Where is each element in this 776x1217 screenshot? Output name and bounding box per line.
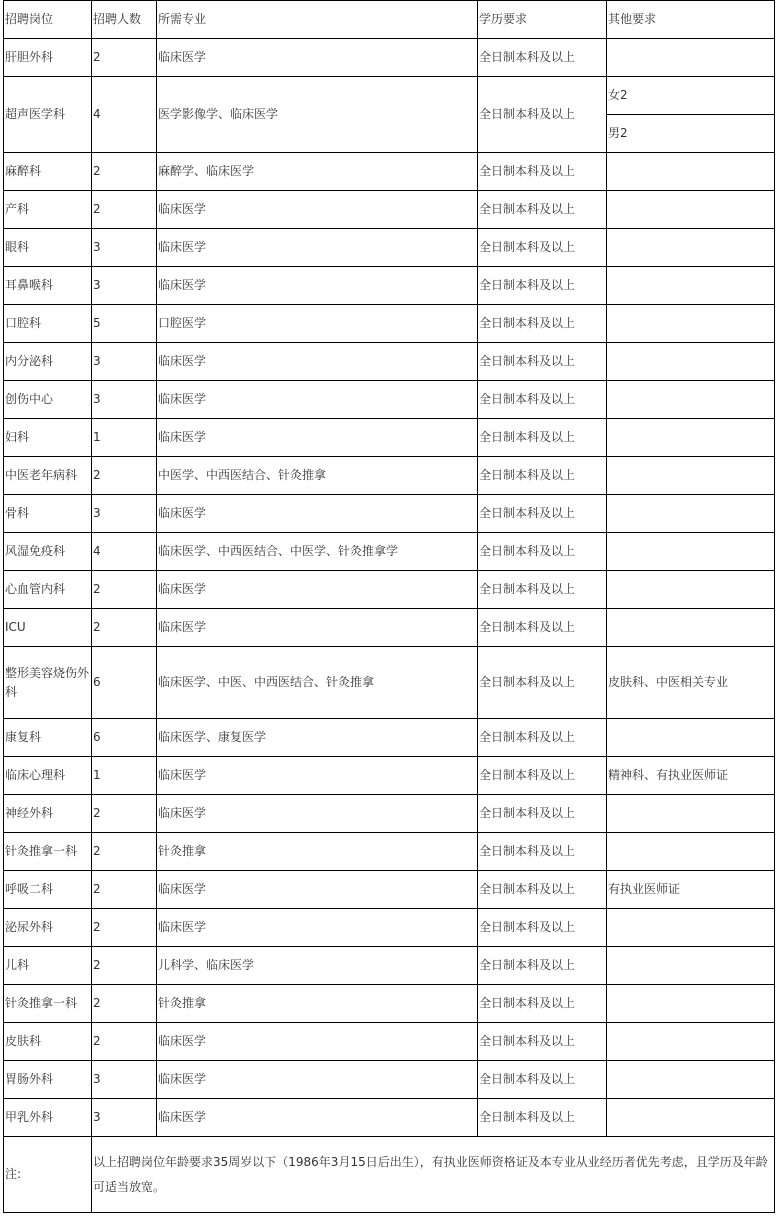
education-cell: 全日制本科及以上 bbox=[478, 757, 607, 795]
count-cell: 3 bbox=[92, 381, 157, 419]
education-cell: 全日制本科及以上 bbox=[478, 833, 607, 871]
other-cell: 女2 bbox=[607, 77, 775, 115]
major-cell: 临床医学 bbox=[157, 1099, 478, 1137]
major-cell: 临床医学、中医、中西医结合、针灸推拿 bbox=[157, 647, 478, 719]
education-cell: 全日制本科及以上 bbox=[478, 719, 607, 757]
header-post: 招聘岗位 bbox=[4, 1, 92, 39]
education-cell: 全日制本科及以上 bbox=[478, 609, 607, 647]
education-cell: 全日制本科及以上 bbox=[478, 1023, 607, 1061]
other-cell bbox=[607, 495, 775, 533]
education-cell: 全日制本科及以上 bbox=[478, 457, 607, 495]
other-cell bbox=[607, 457, 775, 495]
count-cell: 4 bbox=[92, 533, 157, 571]
education-cell: 全日制本科及以上 bbox=[478, 153, 607, 191]
count-cell: 6 bbox=[92, 647, 157, 719]
other-cell bbox=[607, 343, 775, 381]
other-cell bbox=[607, 39, 775, 77]
post-cell: 针灸推拿一科 bbox=[4, 985, 92, 1023]
major-cell: 临床医学 bbox=[157, 267, 478, 305]
table-row bbox=[4, 77, 775, 115]
other-cell bbox=[607, 795, 775, 833]
table-row bbox=[4, 909, 775, 947]
education-cell: 全日制本科及以上 bbox=[478, 343, 607, 381]
count-cell: 2 bbox=[92, 153, 157, 191]
education-cell: 全日制本科及以上 bbox=[478, 909, 607, 947]
other-cell bbox=[607, 833, 775, 871]
major-cell: 临床医学 bbox=[157, 795, 478, 833]
post-cell: 神经外科 bbox=[4, 795, 92, 833]
table-row bbox=[4, 457, 775, 495]
other-cell bbox=[607, 947, 775, 985]
post-cell: 儿科 bbox=[4, 947, 92, 985]
major-cell: 临床医学 bbox=[157, 419, 478, 457]
major-cell: 儿科学、临床医学 bbox=[157, 947, 478, 985]
education-cell: 全日制本科及以上 bbox=[478, 1061, 607, 1099]
table-row bbox=[4, 533, 775, 571]
other-cell bbox=[607, 571, 775, 609]
other-cell bbox=[607, 229, 775, 267]
header-education: 学历要求 bbox=[478, 1, 607, 39]
table-row bbox=[4, 343, 775, 381]
table-row bbox=[4, 647, 775, 719]
header-other: 其他要求 bbox=[607, 1, 775, 39]
count-cell: 2 bbox=[92, 909, 157, 947]
table-row bbox=[4, 719, 775, 757]
major-cell: 中医学、中西医结合、针灸推拿 bbox=[157, 457, 478, 495]
table-row bbox=[4, 795, 775, 833]
major-cell: 临床医学 bbox=[157, 871, 478, 909]
education-cell: 全日制本科及以上 bbox=[478, 985, 607, 1023]
count-cell: 2 bbox=[92, 1023, 157, 1061]
major-cell: 临床医学 bbox=[157, 381, 478, 419]
post-cell: 心血管内科 bbox=[4, 571, 92, 609]
other-cell bbox=[607, 305, 775, 343]
major-cell: 麻醉学、临床医学 bbox=[157, 153, 478, 191]
table-row bbox=[4, 833, 775, 871]
count-cell: 6 bbox=[92, 719, 157, 757]
other-cell bbox=[607, 1099, 775, 1137]
major-cell: 临床医学 bbox=[157, 1061, 478, 1099]
table-row bbox=[4, 191, 775, 229]
education-cell: 全日制本科及以上 bbox=[478, 647, 607, 719]
other-cell: 皮肤科、中医相关专业 bbox=[607, 647, 775, 719]
major-cell: 临床医学 bbox=[157, 39, 478, 77]
education-cell: 全日制本科及以上 bbox=[478, 39, 607, 77]
table-row bbox=[4, 571, 775, 609]
major-cell: 针灸推拿 bbox=[157, 985, 478, 1023]
table-row bbox=[4, 153, 775, 191]
other-cell bbox=[607, 533, 775, 571]
note-label: 注: bbox=[4, 1137, 92, 1213]
education-cell: 全日制本科及以上 bbox=[478, 77, 607, 153]
major-cell: 口腔医学 bbox=[157, 305, 478, 343]
other-cell bbox=[607, 1023, 775, 1061]
post-cell: 呼吸二科 bbox=[4, 871, 92, 909]
education-cell: 全日制本科及以上 bbox=[478, 533, 607, 571]
other-cell bbox=[607, 381, 775, 419]
post-cell: 产科 bbox=[4, 191, 92, 229]
post-cell: 创伤中心 bbox=[4, 381, 92, 419]
major-cell: 临床医学 bbox=[157, 229, 478, 267]
other-cell bbox=[607, 419, 775, 457]
count-cell: 3 bbox=[92, 343, 157, 381]
header-major: 所需专业 bbox=[157, 1, 478, 39]
other-cell: 男2 bbox=[607, 115, 775, 153]
other-cell bbox=[607, 267, 775, 305]
post-cell: 妇科 bbox=[4, 419, 92, 457]
count-cell: 2 bbox=[92, 609, 157, 647]
post-cell: 甲乳外科 bbox=[4, 1099, 92, 1137]
table-row bbox=[4, 39, 775, 77]
post-cell: ICU bbox=[4, 609, 92, 647]
other-cell bbox=[607, 153, 775, 191]
table-row bbox=[4, 871, 775, 909]
major-cell: 针灸推拿 bbox=[157, 833, 478, 871]
table-row bbox=[4, 985, 775, 1023]
other-cell bbox=[607, 609, 775, 647]
post-cell: 内分泌科 bbox=[4, 343, 92, 381]
major-cell: 临床医学、康复医学 bbox=[157, 719, 478, 757]
other-cell bbox=[607, 719, 775, 757]
education-cell: 全日制本科及以上 bbox=[478, 267, 607, 305]
count-cell: 3 bbox=[92, 267, 157, 305]
post-cell: 超声医学科 bbox=[4, 77, 92, 153]
count-cell: 4 bbox=[92, 77, 157, 153]
other-cell bbox=[607, 191, 775, 229]
recruitment-table bbox=[3, 0, 775, 1213]
major-cell: 临床医学 bbox=[157, 495, 478, 533]
other-cell bbox=[607, 985, 775, 1023]
count-cell: 2 bbox=[92, 985, 157, 1023]
table-row bbox=[4, 267, 775, 305]
post-cell: 皮肤科 bbox=[4, 1023, 92, 1061]
education-cell: 全日制本科及以上 bbox=[478, 947, 607, 985]
header-row bbox=[4, 1, 775, 39]
header-count: 招聘人数 bbox=[92, 1, 157, 39]
count-cell: 5 bbox=[92, 305, 157, 343]
post-cell: 针灸推拿一科 bbox=[4, 833, 92, 871]
other-cell: 精神科、有执业医师证 bbox=[607, 757, 775, 795]
table-row bbox=[4, 1023, 775, 1061]
post-cell: 泌尿外科 bbox=[4, 909, 92, 947]
post-cell: 肝胆外科 bbox=[4, 39, 92, 77]
major-cell: 临床医学 bbox=[157, 571, 478, 609]
count-cell: 2 bbox=[92, 457, 157, 495]
count-cell: 2 bbox=[92, 795, 157, 833]
major-cell: 临床医学、中西医结合、中医学、针灸推拿学 bbox=[157, 533, 478, 571]
major-cell: 临床医学 bbox=[157, 909, 478, 947]
post-cell: 风湿免疫科 bbox=[4, 533, 92, 571]
education-cell: 全日制本科及以上 bbox=[478, 419, 607, 457]
table-row bbox=[4, 757, 775, 795]
post-cell: 胃肠外科 bbox=[4, 1061, 92, 1099]
major-cell: 临床医学 bbox=[157, 343, 478, 381]
education-cell: 全日制本科及以上 bbox=[478, 871, 607, 909]
major-cell: 临床医学 bbox=[157, 1023, 478, 1061]
count-cell: 3 bbox=[92, 495, 157, 533]
post-cell: 中医老年病科 bbox=[4, 457, 92, 495]
education-cell: 全日制本科及以上 bbox=[478, 795, 607, 833]
education-cell: 全日制本科及以上 bbox=[478, 495, 607, 533]
table-row bbox=[4, 1061, 775, 1099]
table-row bbox=[4, 1099, 775, 1137]
post-cell: 耳鼻喉科 bbox=[4, 267, 92, 305]
count-cell: 2 bbox=[92, 571, 157, 609]
count-cell: 2 bbox=[92, 947, 157, 985]
count-cell: 2 bbox=[92, 39, 157, 77]
table-row bbox=[4, 305, 775, 343]
table-row bbox=[4, 381, 775, 419]
table-row bbox=[4, 419, 775, 457]
post-cell: 康复科 bbox=[4, 719, 92, 757]
count-cell: 1 bbox=[92, 419, 157, 457]
post-cell: 麻醉科 bbox=[4, 153, 92, 191]
note-text: 以上招聘岗位年龄要求35周岁以下（1986年3月15日后出生），有执业医师资格证及本专业从业经历者优先考虑，且学历及年龄可适当放宽。 bbox=[92, 1137, 775, 1213]
major-cell: 临床医学 bbox=[157, 609, 478, 647]
major-cell: 医学影像学、临床医学 bbox=[157, 77, 478, 153]
post-cell: 临床心理科 bbox=[4, 757, 92, 795]
count-cell: 2 bbox=[92, 191, 157, 229]
major-cell: 临床医学 bbox=[157, 191, 478, 229]
education-cell: 全日制本科及以上 bbox=[478, 571, 607, 609]
count-cell: 3 bbox=[92, 1099, 157, 1137]
other-cell: 有执业医师证 bbox=[607, 871, 775, 909]
education-cell: 全日制本科及以上 bbox=[478, 381, 607, 419]
count-cell: 1 bbox=[92, 757, 157, 795]
table-row bbox=[4, 229, 775, 267]
major-cell: 临床医学 bbox=[157, 757, 478, 795]
table-row bbox=[4, 495, 775, 533]
other-cell bbox=[607, 909, 775, 947]
post-cell: 骨科 bbox=[4, 495, 92, 533]
other-cell bbox=[607, 1061, 775, 1099]
table-row bbox=[4, 609, 775, 647]
education-cell: 全日制本科及以上 bbox=[478, 1099, 607, 1137]
post-cell: 眼科 bbox=[4, 229, 92, 267]
count-cell: 2 bbox=[92, 833, 157, 871]
count-cell: 2 bbox=[92, 871, 157, 909]
education-cell: 全日制本科及以上 bbox=[478, 305, 607, 343]
count-cell: 3 bbox=[92, 229, 157, 267]
post-cell: 口腔科 bbox=[4, 305, 92, 343]
education-cell: 全日制本科及以上 bbox=[478, 191, 607, 229]
education-cell: 全日制本科及以上 bbox=[478, 229, 607, 267]
note-row bbox=[4, 1137, 775, 1213]
post-cell: 整形美容烧伤外科 bbox=[4, 647, 92, 719]
table-row bbox=[4, 947, 775, 985]
count-cell: 3 bbox=[92, 1061, 157, 1099]
